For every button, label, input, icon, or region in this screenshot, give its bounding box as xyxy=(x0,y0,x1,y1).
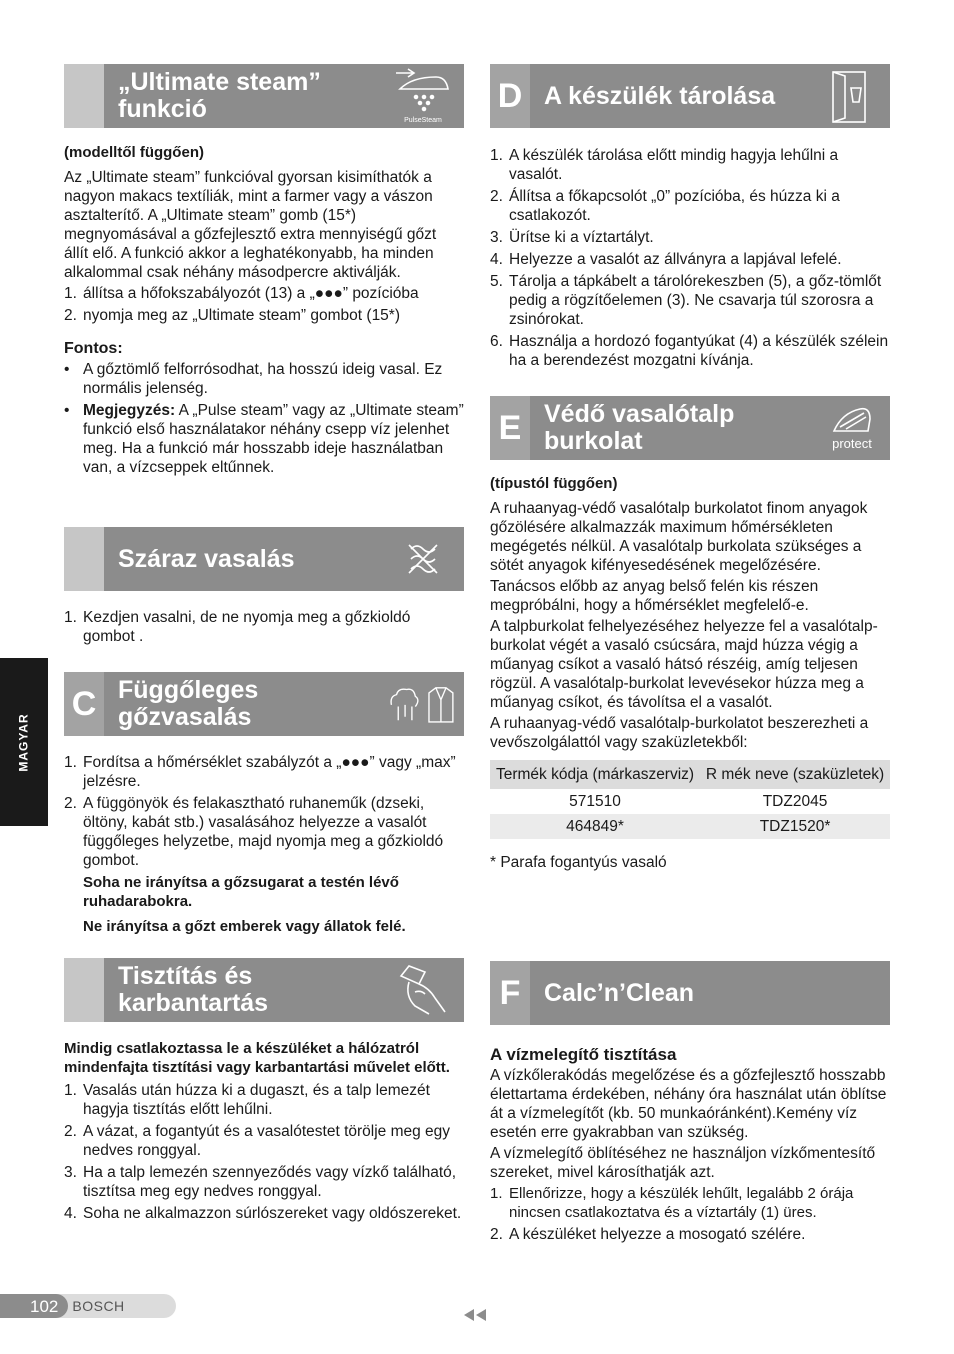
list-item: 1. A készülék tárolása előtt mindig hagyja lehűlni a vasalót. xyxy=(490,147,839,183)
cleaning-intro: Mindig csatlakoztassa le a készüléket a hálózatról mindenfajta tisztítási vagy karbantartási művelet előtt. xyxy=(64,1040,450,1076)
important-label: Fontos: xyxy=(64,340,123,357)
section-title: Száraz vasalás xyxy=(118,544,295,573)
list-item: • Megjegyzés: A „Pulse steam” vagy az „Ultimate steam” funkció első használatakor néhány csepp víz jelenhet meg. Ha a funkció már hosszabb ideje használatban van, a vízcseppek eltűnnek. xyxy=(64,402,464,476)
storage-body xyxy=(490,146,890,373)
list-item: 5. Tárolja a tápkábelt a tárolórekeszben (5), a gőz-tömlőt pedig a rögzítőelemen (3). Ne csavarja túl szorosra a zsinórokat. xyxy=(490,273,882,328)
list-item: 2. A függönyök és felakasztható ruhaneműk (dzseki, öltöny, kabát stb.) vasalásához helyezze a vasalót függőleges helyzetbe, majd nyomja meg a gőzkioldó gombot. xyxy=(64,795,444,869)
calc-clean-body xyxy=(490,1045,890,1247)
protect-body xyxy=(490,474,890,874)
section-letter: F xyxy=(490,961,530,1025)
calc-subheading: A vízmelegítő tisztítása xyxy=(490,1045,677,1064)
protect-subtitle: (típustól függően) xyxy=(490,475,618,492)
cleaning-hand-icon xyxy=(388,960,458,1020)
vertical-steps xyxy=(64,753,464,870)
protect-paragraph: A ruhaanyag-védő vasalótalp burkolatot finom anyagok gőzölésére alkalmazzák maximum hőmérsékleten megégetés nélkül. A vasalótalp burkolata szükséges a sötét anyagok kifényesedésének megelőzésére. xyxy=(490,500,868,574)
warning-body: Soha ne irányítsa a gőzsugarat a testén lévő ruhadarabokra. xyxy=(83,874,399,910)
no-steam-icon xyxy=(388,529,458,589)
section-letter: D xyxy=(490,64,530,128)
cleaning-body xyxy=(64,1039,464,1226)
pulse-steam-label: PulseSteam xyxy=(404,117,442,124)
section-tab xyxy=(64,958,104,1022)
page-footer xyxy=(0,1294,176,1318)
section-title: „Ultimate steam” funkció xyxy=(118,68,321,123)
important-bullets xyxy=(64,360,464,477)
list-item: 1. állítsa a hőfokszabályozót (13) a „●●●” pozícióba xyxy=(64,285,419,302)
protect-header xyxy=(490,396,890,460)
section-title: Függőleges gőzvasalás xyxy=(118,676,259,731)
protect-paragraph: Tanácsos előbb az anyag belső felén kis részen megpróbálni, hogy a hőmérséklet megfelelő-e. xyxy=(490,578,819,614)
ultimate-description: Az „Ultimate steam” funkcióval gyorsan kisimíthatók a nagyon makacs textíliák, mint a farmer vagy a vászon asztalterítő. A „Ultimate steam” gomb (15*) megnyomásával a gőzfejlesztő extra mennyiségű gőzt állít elő. A funkció akkor a leghatékonyabb, ha minden alkalommal csak néhány másodpercre aktiválják. xyxy=(64,169,437,281)
list-item: 4. Soha ne alkalmazzon súrlószereket vagy oldószereket. xyxy=(64,1205,462,1222)
list-item: 2. nyomja meg az „Ultimate steam” gombot (15*) xyxy=(64,307,401,324)
list-item: 6. Használja a hordozó fogantyúkat (4) a készülék szélein ha a berendezést mozgatni kívánja. xyxy=(490,333,889,369)
dry-ironing-body xyxy=(64,608,464,649)
table-cell: TDZ1520* xyxy=(700,814,890,839)
calc-paragraph: A vízmelegítő öblítéséhez ne használjon vízkőmentesítő szereket, mivel károsíthatják azt. xyxy=(490,1145,876,1181)
list-item: 2. A vázat, a fogantyút és a vasalótestet törölje meg egy nedves ronggyal. xyxy=(64,1123,451,1159)
footnote: * Parafa fogantyús vasaló xyxy=(490,854,667,871)
table-header-row xyxy=(490,760,890,789)
calc-clean-header xyxy=(490,961,890,1025)
list-item: 3. Ürítse ki a víztartályt. xyxy=(490,229,654,246)
vertical-steam-icon xyxy=(388,674,458,734)
list-item: 2. Állítsa a főkapcsolót „0” pozícióba, és húzza ki a csatlakozót. xyxy=(490,188,840,224)
list-item: 2. A készüléket helyezze a mosogató szélére. xyxy=(490,1226,806,1243)
ultimate-steam-body xyxy=(64,143,464,480)
column-header: Termék kódja (márkaszerviz) xyxy=(490,760,700,789)
list-item: 1. Vasalás után húzza ki a dugaszt, és a talp lemezét hagyja tisztítás előtt lehűlni. xyxy=(64,1082,430,1118)
storage-cabinet-icon xyxy=(814,66,884,126)
protect-paragraph: A ruhaanyag-védő vasalótalp-burkolatot beszerezheti a vevőszolgálattól vagy szaküzletekből: xyxy=(490,715,869,751)
list-item: 1. Ellenőrizze, hogy a készülék lehűlt, legalább 2 órája nincsen csatlakoztatva és a víztartály (1) üres. xyxy=(490,1185,854,1221)
list-item: 4. Helyezze a vasalót az állványra a lapjával lefelé. xyxy=(490,251,842,268)
ultimate-steam-header xyxy=(64,64,464,128)
list-item: 1. Fordítsa a hőmérséklet szabályzót a „●●●” vagy „max” jelzésre. xyxy=(64,754,456,790)
protect-label: protect xyxy=(832,436,872,451)
product-table xyxy=(490,760,890,839)
language-tab xyxy=(0,658,48,826)
table-cell: 464849* xyxy=(490,814,700,839)
cleaning-steps xyxy=(64,1081,464,1223)
table-cell: TDZ2045 xyxy=(762,793,828,810)
table-row xyxy=(490,789,890,814)
page-nav-arrows[interactable] xyxy=(462,1308,488,1322)
protect-iron-icon xyxy=(820,398,884,458)
section-letter: C xyxy=(64,672,104,736)
section-title: Calc’n’Clean xyxy=(544,978,695,1007)
dry-steps xyxy=(64,608,464,646)
list-item: 1. Kezdjen vasalni, de ne nyomja meg a gőzkioldó gombot . xyxy=(64,609,411,645)
table-row xyxy=(490,814,890,839)
dry-ironing-header xyxy=(64,527,464,591)
column-header: R mék neve (szaküzletek) xyxy=(700,760,890,789)
section-tab xyxy=(64,527,104,591)
storage-steps xyxy=(490,146,890,370)
ultimate-steps xyxy=(64,284,464,325)
brand-name: BOSCH xyxy=(72,1297,125,1314)
pulse-steam-icon xyxy=(388,66,458,126)
cleaning-header xyxy=(64,958,464,1022)
list-item: 3. Ha a talp lemezén szennyeződés vagy vízkő található, tisztítsa meg egy nedves ronggyal. xyxy=(64,1164,457,1200)
section-title: A készülék tárolása xyxy=(544,81,776,110)
section-letter: E xyxy=(490,396,530,460)
warning-people: Ne irányítsa a gőzt emberek vagy állatok felé. xyxy=(83,918,406,935)
section-title: Védő vasalótalp burkolat xyxy=(544,400,735,455)
section-tab xyxy=(64,64,104,128)
vertical-steam-body xyxy=(64,753,464,936)
section-title: Tisztítás és karbantartás xyxy=(118,962,269,1017)
table-cell: 571510 xyxy=(569,793,621,810)
calc-paragraph: A vízkőlerakódás megelőzése és a gőzfejlesztő hosszabb élettartama érdekében, néhány óra használat után öblítse át a vízmelegítőt (kb. 50 munkaóránként).Kemény víz esetén erre gyakrabban van szükség. xyxy=(490,1067,887,1141)
vertical-steam-header xyxy=(64,672,464,736)
language-label: MAGYAR xyxy=(16,712,31,772)
back-arrows-icon xyxy=(462,1308,488,1322)
ultimate-subtitle: (modelltől függően) xyxy=(64,144,204,161)
list-item: • A gőztömlő felforrósodhat, ha hosszú ideig vasal. Ez normális jelenség. xyxy=(64,361,443,397)
storage-header xyxy=(490,64,890,128)
page-number: 102 xyxy=(0,1294,68,1318)
calc-steps xyxy=(490,1184,890,1244)
protect-paragraph: A talpburkolat felhelyezéséhez helyezze fel a vasalótalp- burkolat végét a vasaló csúcsára, majd húzza végig a műanyag csíkot a vasaló hátsó részéig, amíg teljesen rögzül. A vasalótalp-burkolat levevésekor húzza meg a műanyag csíkot, és távolítsa el a vasalót. xyxy=(490,618,878,711)
